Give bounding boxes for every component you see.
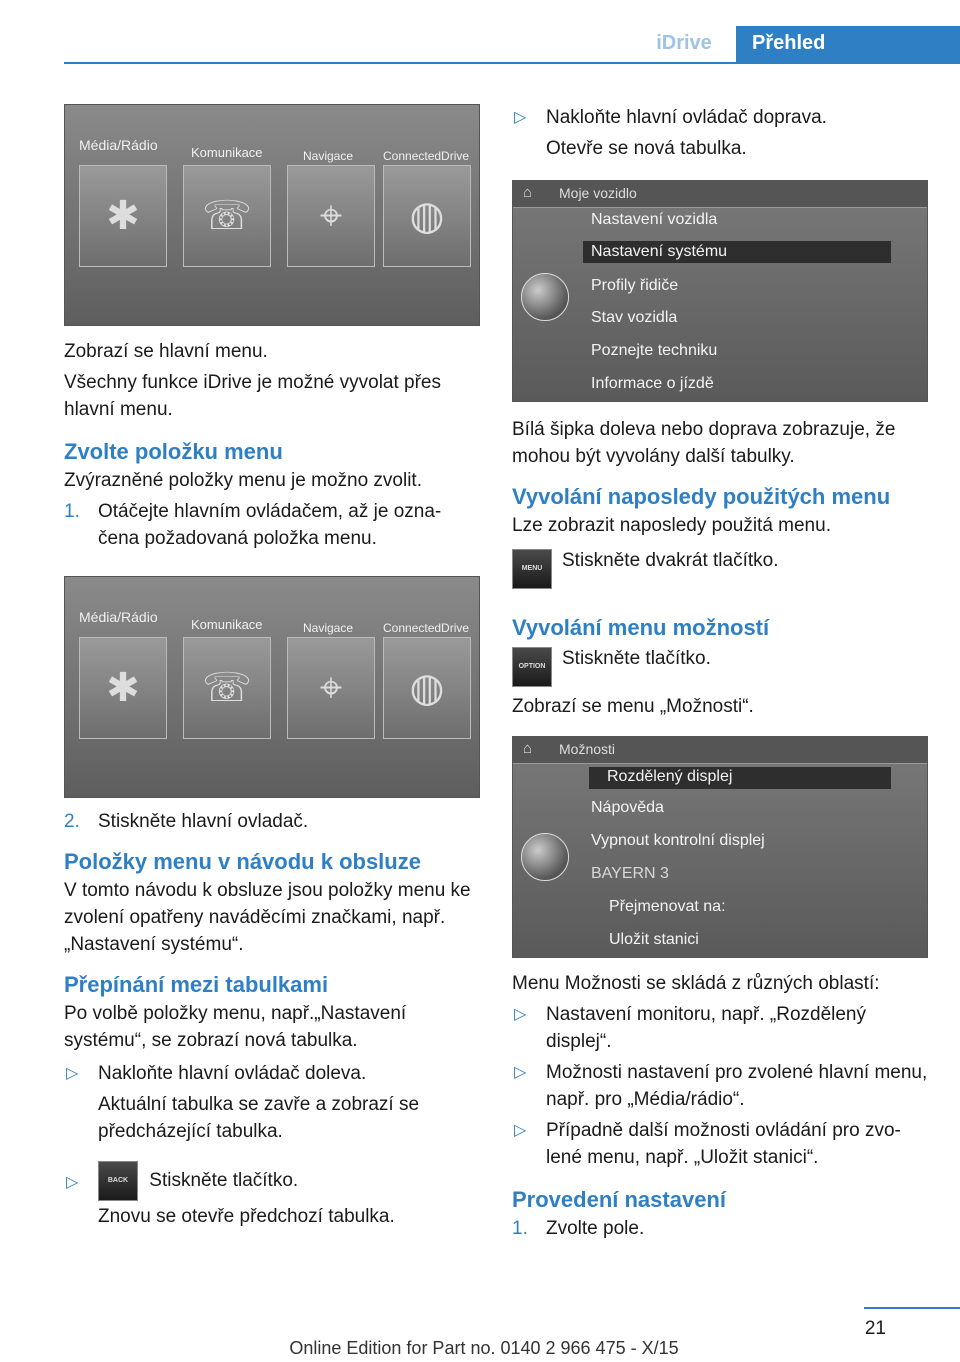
heading-switching-tables: Přepínání mezi tabulkami [64, 972, 329, 997]
heading-recent-menus: Vyvolání naposledy použitých menu [512, 484, 891, 509]
page-header [64, 26, 960, 64]
heading-perform-settings: Provedení nastavení [512, 1187, 726, 1212]
main-menu-screenshot [64, 104, 480, 326]
left-column [64, 104, 480, 1230]
map-icon: ⌖ [287, 165, 375, 267]
menu-item: Vypnout kontrolní displej [591, 832, 765, 849]
step-1-number: 1. [64, 501, 80, 522]
text-options-areas: Menu Možnosti se skládá z různých oblastí: [512, 973, 880, 994]
bullet-triangle-icon: ▷ [514, 1006, 527, 1023]
menu-button-icon: MENU [512, 549, 552, 589]
bullet-back-button [64, 1161, 480, 1201]
bullet-tilt-left [64, 1060, 480, 1087]
bullet-monitor-settings [512, 1001, 928, 1055]
menu-item: Profily řidiče [591, 277, 679, 294]
text-options-shown: Zobrazí se menu „Možnosti“. [512, 696, 754, 717]
right-column [512, 104, 928, 1242]
tile-label-media: Média/Rádio [79, 137, 158, 153]
tile-label-communication: Komunikace [191, 617, 263, 632]
home-icon: ⌂ [523, 740, 533, 757]
bullet-main-menu-settings [512, 1059, 928, 1113]
bullet-triangle-icon: ▷ [66, 1065, 79, 1082]
text-white-arrow: Bílá šipka doleva nebo doprava zobrazuje, že mohou být vyvolány další tabulky. [512, 419, 896, 467]
tile-label-connecteddrive: ConnectedDrive [383, 621, 470, 635]
header-section: iDrive [656, 32, 712, 54]
menu-item: Nastavení systému [591, 243, 728, 260]
text-main-menu-shown: Zobrazí se hlavní menu. [64, 341, 268, 362]
footer-edition: Online Edition for Part no. 0140 2 966 475 - X/15 [289, 1338, 679, 1358]
text-new-table: Po volbě položky menu, např.„Nastavení systému“, se zobrazí nová tabulka. [64, 1003, 407, 1051]
phone-icon: ☏ [183, 165, 271, 267]
bullet-tilt-right [512, 104, 928, 131]
bullet-tilt-left-result: Aktuální tabulka se zavře a zobrazí se předcházející tabulka. [98, 1094, 420, 1142]
menu-item: Stav vozidla [591, 309, 678, 326]
menu-item: Rozdělený displej [607, 768, 733, 785]
menu-button-row [512, 547, 928, 587]
option-button-icon: OPTION [512, 647, 552, 687]
text-all-functions: Všechny funkce iDrive je možné vyvolat přes hlavní menu. [64, 372, 441, 420]
bluetooth-icon: ✱ [79, 165, 167, 267]
text-press-button: Stiskněte tlačítko. [562, 648, 711, 669]
bullet-triangle-icon: ▷ [66, 1174, 79, 1191]
map-icon: ⌖ [287, 637, 375, 739]
step-2-number: 2. [64, 811, 80, 832]
menu-item: Informace o jízdě [591, 375, 714, 392]
step-select-field [512, 1215, 928, 1242]
step-1-text: Otáčejte hlavním ovládačem, až je ozna‐čena požadovaná položka menu. [98, 501, 442, 549]
bullet-tilt-right-result: Otevře se nová tabulka. [546, 138, 747, 159]
step-number: 1. [512, 1218, 528, 1239]
bullet-back-text: Stiskněte tlačítko. [149, 1170, 299, 1192]
menu-item: Uložit stanici [609, 931, 699, 948]
bullet-triangle-icon: ▷ [514, 1064, 527, 1081]
heading-select-menu-item: Zvolte položku menu [64, 439, 283, 464]
bluetooth-icon: ✱ [79, 637, 167, 739]
menu-item: Poznejte techniku [591, 342, 718, 359]
option-button-row [512, 645, 928, 685]
home-icon: ⌂ [523, 184, 533, 201]
tile-label-navigation: Navigace [303, 621, 354, 635]
page-number: 21 [864, 1318, 886, 1339]
tile-label-communication: Komunikace [191, 145, 263, 160]
step-2 [64, 808, 480, 835]
footer-divider [864, 1307, 960, 1309]
tile-label-navigation: Navigace [303, 149, 354, 163]
menu-item: BAYERN 3 [591, 865, 669, 882]
phone-icon: ☏ [183, 637, 271, 739]
tile-label-media: Média/Rádio [79, 609, 158, 625]
bullet-back-result: Znovu se otevře předchozí tabulka. [98, 1206, 395, 1227]
text-highlighted-items: Zvýrazněné položky menu je možno zvolit. [64, 470, 422, 491]
controller-knob-icon [521, 833, 569, 881]
menu-item: Přejmenovat na: [609, 898, 726, 915]
bullet-tilt-left-text: Nakloňte hlavní ovládač doleva. [98, 1063, 367, 1084]
step-2-text: Stiskněte hlavní ovladač. [98, 811, 309, 832]
header-chapter: Přehled [736, 26, 960, 62]
bullet-monitor-text: Nastavení monitoru, např. „Rozdělený displej“. [546, 1004, 866, 1052]
menu-item: Nápověda [591, 799, 664, 816]
back-button-icon: BACK [98, 1161, 138, 1201]
text-press-twice: Stiskněte dvakrát tlačítko. [562, 550, 779, 571]
my-vehicle-menu-screenshot [512, 180, 928, 402]
bullet-main-menu-text: Možnosti nastavení pro zvolené hlavní menu, např. pro „Média/rádio“. [546, 1062, 928, 1110]
bullet-triangle-icon: ▷ [514, 1122, 527, 1139]
globe-icon: ◍ [383, 165, 471, 267]
bullet-triangle-icon: ▷ [514, 109, 527, 126]
heading-menu-items-manual: Položky menu v návodu k obsluze [64, 849, 421, 874]
menu-title: Moje vozidlo [559, 185, 637, 201]
tile-label-connecteddrive: ConnectedDrive [383, 149, 470, 163]
main-menu-screenshot-2 [64, 576, 480, 798]
bullet-further-text: Případně další možnosti ovládání pro zvo‐lené menu, např. „Uložit stanici“. [546, 1120, 901, 1168]
menu-title: Možnosti [559, 741, 616, 757]
bullet-tilt-right-text: Nakloňte hlavní ovládač doprava. [546, 107, 827, 128]
controller-knob-icon [521, 273, 569, 321]
text-menu-items-marked: V tomto návodu k obsluze jsou položky menu ke zvolení opatřeny naváděcími značkami, např. „Nastavení systému“. [64, 880, 471, 955]
bullet-further-options [512, 1117, 928, 1171]
options-menu-screenshot [512, 736, 928, 958]
heading-options-menu: Vyvolání menu možností [512, 615, 770, 640]
globe-icon: ◍ [383, 637, 471, 739]
text-recent-menus: Lze zobrazit naposledy použitá menu. [512, 515, 831, 536]
step-text: Zvolte pole. [546, 1218, 645, 1239]
menu-item: Nastavení vozidla [591, 211, 718, 228]
step-1 [64, 498, 480, 552]
